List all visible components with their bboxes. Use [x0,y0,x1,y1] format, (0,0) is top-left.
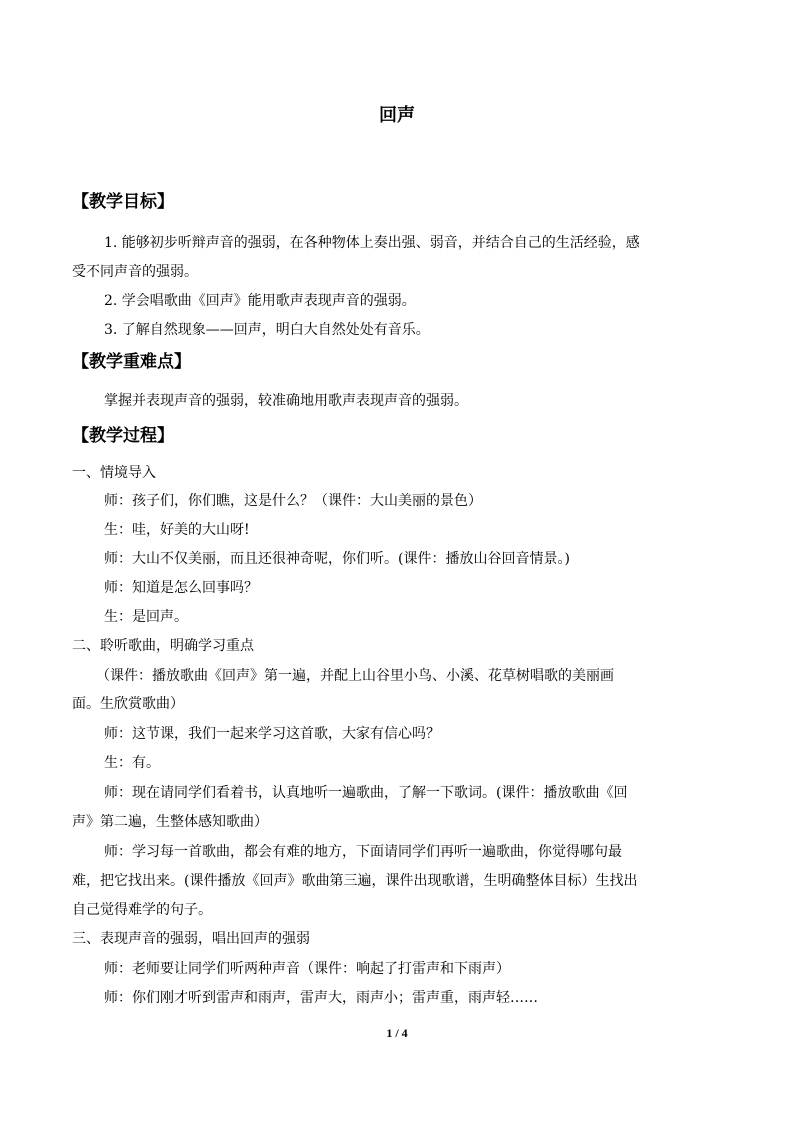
goal-line-4: 3. 了解自然现象——回声，明白大自然处处有音乐。 [104,322,430,338]
goal-line-1: 1. 能够初步听辩声音的强弱，在各种物体上奏出强、弱音，并结合自己的生活经验，感 [104,235,640,251]
process-line-6: 生：是回声。 [104,609,188,625]
page-number: 1 / 4 [386,1026,408,1040]
process-line-3: 生：哇，好美的大山呀! [104,522,250,538]
process-line-16: 自己觉得难学的句子。 [72,902,212,918]
process-line-15: 难，把它找出来。(课件播放《回声》歌曲第三遍，课件出现歌谱，生明确整体目标）生找出 [72,873,638,889]
process-line-8: （课件：播放歌曲《回声》第一遍，并配上山谷里小鸟、小溪、花草树唱歌的美丽画 [96,668,614,684]
heading-teaching-goals: 【教学目标】 [72,192,174,212]
heading-key-points: 【教学重难点】 [72,352,191,372]
heading-teaching-process: 【教学过程】 [72,426,174,446]
key-point-line-1: 掌握并表现声音的强弱，较准确地用歌声表现声音的强弱。 [104,393,468,409]
process-line-2: 师：孩子们，你们瞧，这是什么？（课件：大山美丽的景色） [104,493,482,509]
process-line-13: 声》第二遍，生整体感知歌曲） [72,814,268,830]
process-line-14: 师：学习每一首歌曲，都会有难的地方，下面请同学们再听一遍歌曲，你觉得哪句最 [104,844,622,860]
goal-line-3: 2. 学会唱歌曲《回声》能用歌声表现声音的强弱。 [104,293,416,309]
process-line-12: 师：现在请同学们看着书，认真地听一遍歌曲，了解一下歌词。(课件：播放歌曲《回 [104,785,628,801]
process-line-9: 面。生欣赏歌曲） [72,696,184,712]
process-line-11: 生：有。 [104,755,160,771]
process-line-19: 师：你们刚才听到雷声和雨声，雷声大，雨声小；雷声重，雨声轻…… [104,990,538,1006]
document-title: 回声 [379,105,415,126]
process-line-5: 师：知道是怎么回事吗？ [104,580,258,596]
process-line-17: 三、表现声音的强弱，唱出回声的强弱 [72,931,310,947]
process-line-1: 一、情境导入 [72,465,156,481]
process-line-4: 师：大山不仅美丽，而且还很神奇呢，你们听。(课件：播放山谷回音情景。) [104,551,570,567]
goal-line-2: 受不同声音的强弱。 [72,264,198,280]
process-line-10: 师：这节课，我们一起来学习这首歌，大家有信心吗？ [104,726,440,742]
process-line-7: 二、聆听歌曲，明确学习重点 [72,638,254,654]
process-line-18: 师：老师要让同学们听两种声音（课件：响起了打雷声和下雨声） [104,961,510,977]
